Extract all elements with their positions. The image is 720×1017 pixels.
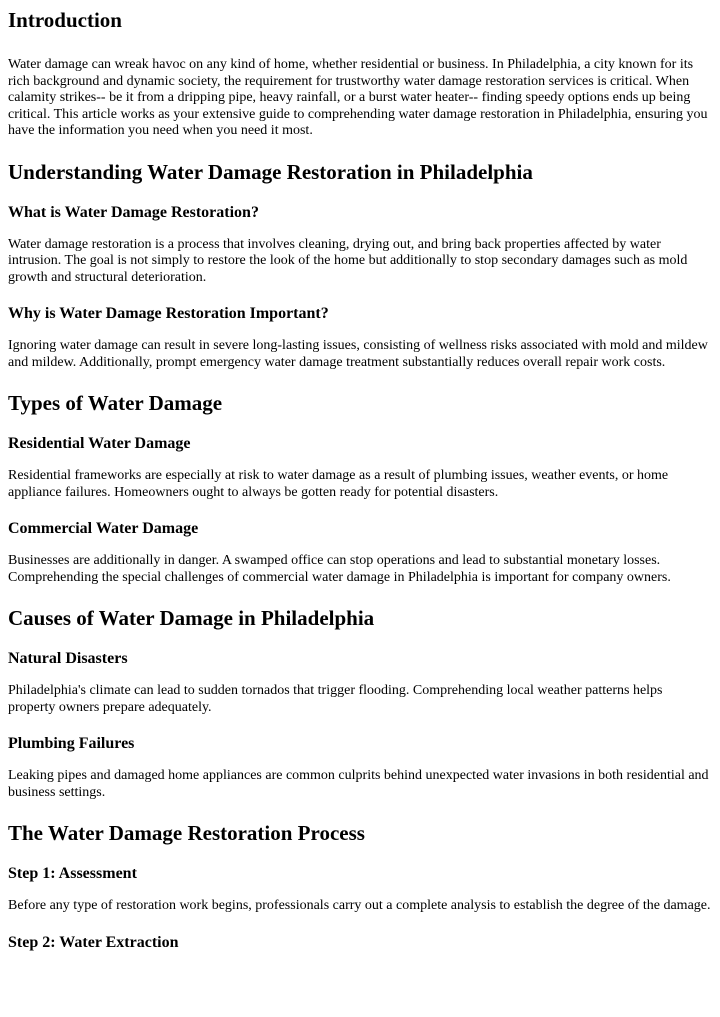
residential-heading: Residential Water Damage [8, 435, 191, 452]
natural-disasters-heading: Natural Disasters [8, 650, 128, 667]
residential-paragraph: Residential frameworks are especially at risk to water damage as a result of plumbing issues, weather events, or home appliance failures. Homeowners ought to always be gotten ready for potential disasters. [8, 468, 669, 500]
commercial-heading: Commercial Water Damage [8, 520, 199, 537]
what-is-paragraph: Water damage restoration is a process that involves cleaning, drying out, and bring back properties affected by water intrusion. The goal is not simply to restore the look of the home but additionally to stop secondary damages such as mold growth and structural deterioration. [8, 236, 688, 285]
plumbing-failures-heading: Plumbing Failures [8, 735, 135, 752]
process-heading: The Water Damage Restoration Process [8, 821, 365, 845]
intro-heading: Introduction [8, 8, 122, 32]
intro-paragraph: Water damage can wreak havoc on any kind of home, whether residential or business. In Philadelphia, a city known for its rich background and dynamic society, the requirement for trustworthy water damage restoration services is critical. When calamity strikes-- be it from a dripping pipe, heavy rainfall, or a burst water heater-- finding speedy options ends up being critical. This article works as your extensive guide to comprehending water damage restoration in Philadelphia, ensuring you have the information you need when you need it most. [8, 57, 708, 138]
natural-disasters-paragraph: Philadelphia's climate can lead to sudden tornados that trigger flooding. Comprehending local weather patterns helps property owners prepare adequately. [8, 683, 663, 715]
understanding-heading: Understanding Water Damage Restoration in Philadelphia [8, 159, 533, 184]
commercial-paragraph: Businesses are additionally in danger. A swamped office can stop operations and lead to substantial monetary losses. Comprehending the special challenges of commercial water damage in Philadelphia is important for company owners. [8, 553, 671, 585]
types-heading: Types of Water Damage [8, 391, 223, 415]
step2-heading: Step 2: Water Extraction [8, 933, 179, 951]
what-is-heading: What is Water Damage Restoration? [8, 203, 259, 221]
plumbing-failures-paragraph: Leaking pipes and damaged home appliances are common culprits behind unexpected water invasions in both residential and business settings. [8, 768, 709, 800]
why-important-paragraph: Ignoring water damage can result in severe long-lasting issues, consisting of wellness risks associated with mold and mildew and mildew. Additionally, prompt emergency water damage treatment substantially reduces overall repair work costs. [8, 338, 708, 370]
why-important-heading: Why is Water Damage Restoration Important? [8, 305, 329, 322]
causes-heading: Causes of Water Damage in Philadelphia [8, 606, 375, 630]
step1-heading: Step 1: Assessment [8, 865, 137, 882]
step1-paragraph: Before any type of restoration work begins, professionals carry out a complete analysis to establish the degree of the damage. [8, 898, 711, 913]
